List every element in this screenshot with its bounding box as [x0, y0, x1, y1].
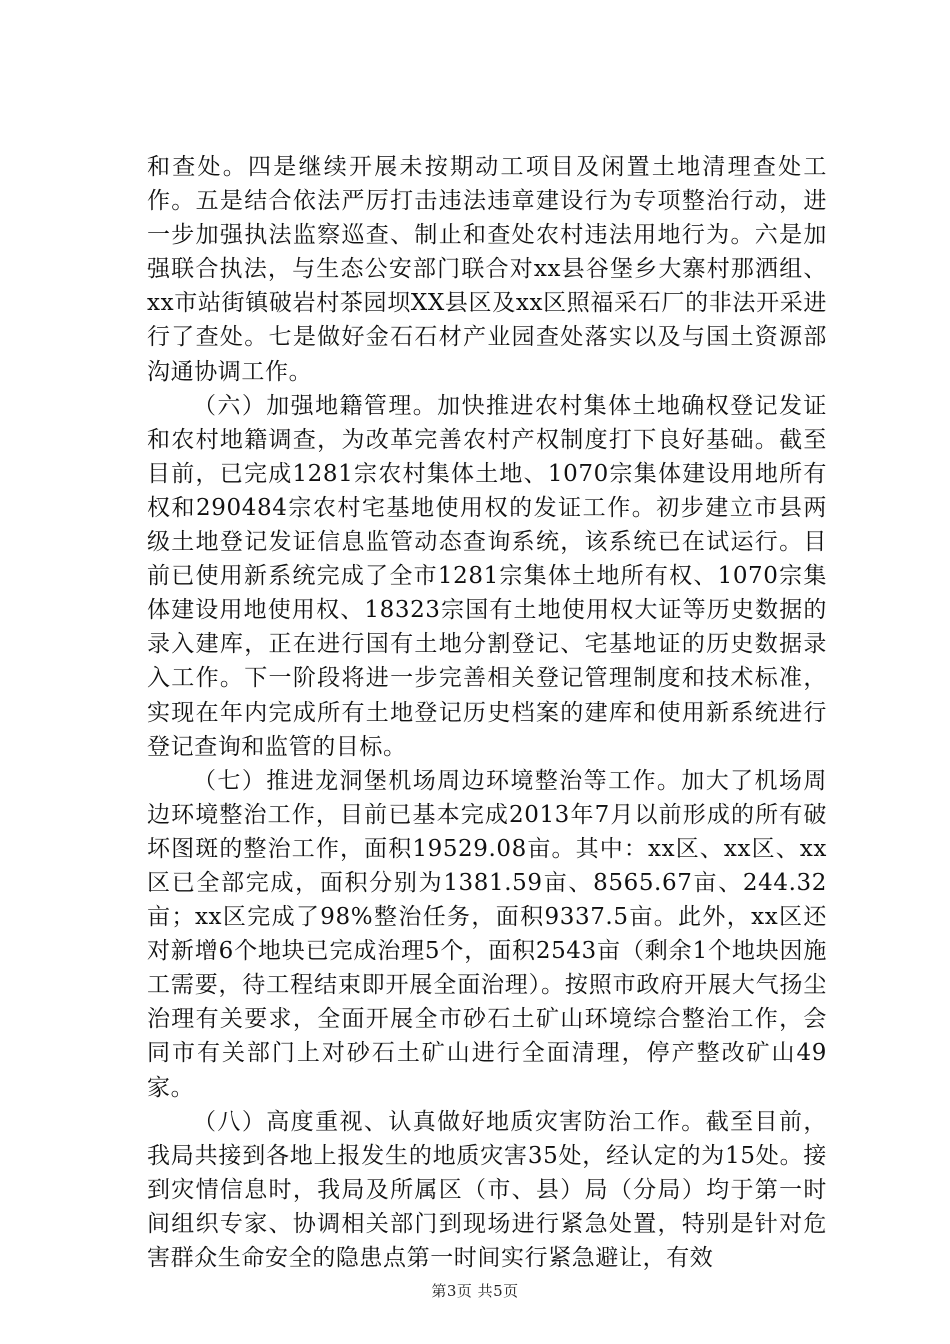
paragraph-continuation: 和查处。四是继续开展未按期动工项目及闲置土地清理查处工作。五是结合依法严厉打击违法违章建设行为专项整治行动，进一步加强执法监察巡查、制止和查处农村违法用地行为。六是加强联合执法，与生态公安部门联合对xx县谷堡乡大寨村那洒组、xx市站街镇破岩村茶园坝XX县区及xx区照福采石厂的非法开采进行了查处。七是做好金石石材产业园查处落实以及与国土资源部沟通协调工作。	[147, 154, 827, 385]
document-body	[147, 150, 827, 1275]
paragraph-geological-disaster: （八）高度重视、认真做好地质灾害防治工作。截至目前，我局共接到各地上报发生的地质灾害35处，经认定的为15处。接到灾情信息时，我局及所属区（市、县）局（分局）均于第一时间组织专家、协调相关部门到现场进行紧急处置，特别是针对危害群众生命安全的隐患点第一时间实行紧急避让，有效	[147, 1108, 827, 1271]
page-number-footer: 第3页 共5页	[431, 1282, 519, 1300]
paragraph-cadastral-management: （六）加强地籍管理。加快推进农村集体土地确权登记发证和农村地籍调查，为改革完善农村产权制度打下良好基础。截至目前，已完成1281宗农村集体土地、1070宗集体建设用地所有权和290484宗农村宅基地使用权的发证工作。初步建立市县两级土地登记发证信息监管动态查询系统，该系统已在试运行。目前已使用新系统完成了全市1281宗集体土地所有权、1070宗集体建设用地使用权、18323宗国有土地使用权大证等历史数据的录入建库，正在进行国有土地分割登记、宅基地证的历史数据录入工作。下一阶段将进一步完善相关登记管理制度和技术标准，实现在年内完成所有土地登记历史档案的建库和使用新系统进行登记查询和监管的目标。	[147, 392, 827, 760]
paragraph-airport-environment: （七）推进龙洞堡机场周边环境整治等工作。加大了机场周边环境整治工作，目前已基本完成2013年7月以前形成的所有破坏图斑的整治工作，面积19529.08亩。其中：xx区、xx区、xx区已全部完成，面积分别为1381.59亩、8565.67亩、244.32亩；xx区完成了98%整治任务，面积9337.5亩。此外，xx区还对新增6个地块已完成治理5个，面积2543亩（剩余1个地块因施工需要，待工程结束即开展全面治理）。按照市政府开展大气扬尘治理有关要求，全面开展全市砂石土矿山环境综合整治工作，会同市有关部门上对砂石土矿山进行全面清理，停产整改矿山49家。	[147, 767, 827, 1101]
